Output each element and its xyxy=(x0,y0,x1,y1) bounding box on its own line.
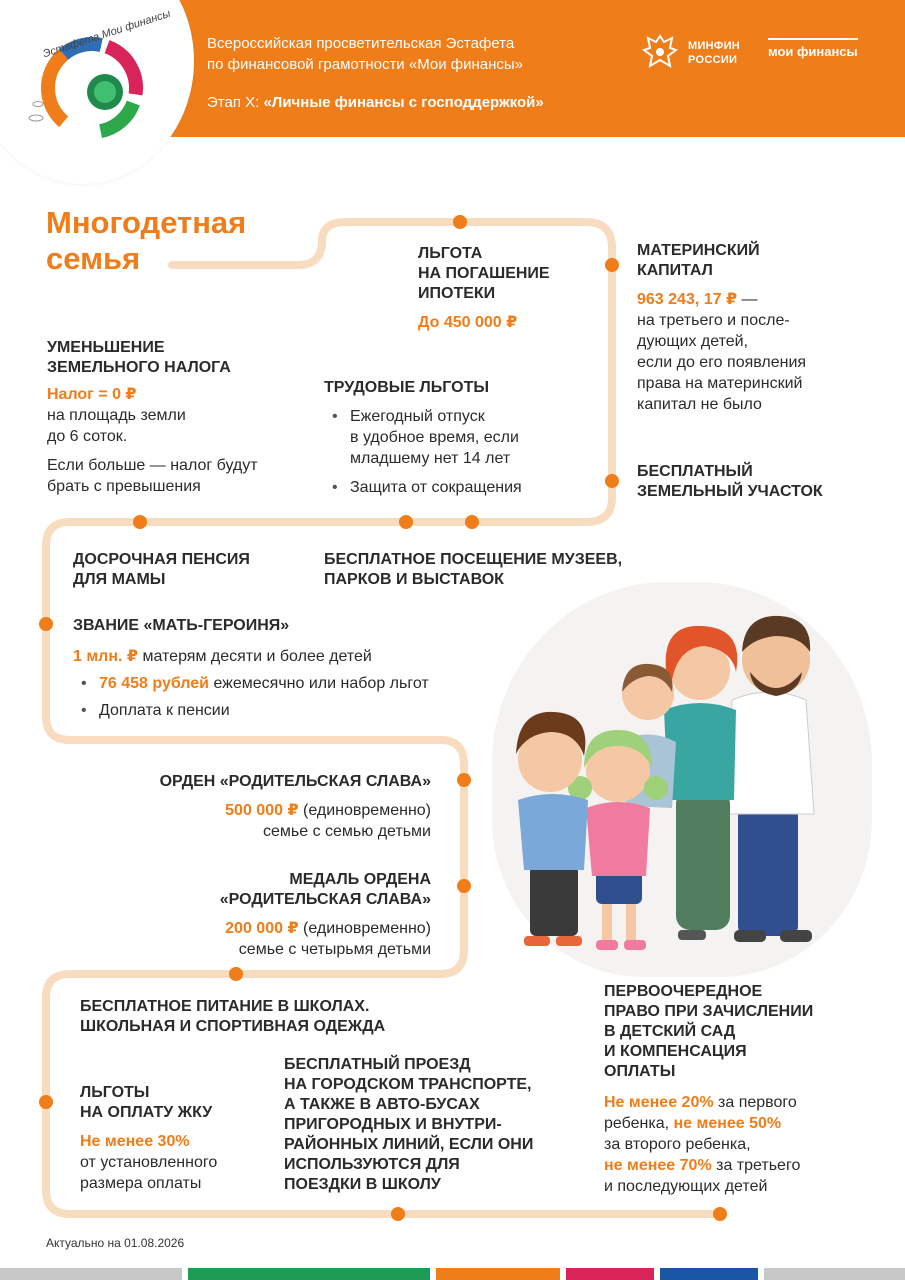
labor-benefits: ТРУДОВЫЕ ЛЬГОТЫ • Ежегодный отпуск в удобное время, если младшему нет 14 лет • Защита от сокращения xyxy=(324,378,522,498)
route-dot xyxy=(399,515,413,529)
maternity-capital: МАТЕРИНСКИЙ КАПИТАЛ 963 243, 17 ₽ — на третьего и после- дующих детей, если до его появления права на материнский капитал не было xyxy=(637,242,807,413)
land-tax-reduction: УМЕНЬШЕНИЕ ЗЕМЕЛЬНОГО НАЛОГА Налог = 0 ₽ на площадь земли до 6 соток. Если больше — налог будут брать с превышения xyxy=(47,339,258,495)
brand-name: мои финансы xyxy=(768,44,858,59)
minfin-line2: РОССИИ xyxy=(688,54,738,66)
list-item: • Защита от сокращения xyxy=(324,477,522,498)
route-dot xyxy=(133,515,147,529)
utilities-benefit: ЛЬГОТЫ НА ОПЛАТУ ЖКУ Не менее 30% от установленного размера оплаты xyxy=(80,1084,218,1192)
medal-parental-glory: МЕДАЛЬ ОРДЕНА «РОДИТЕЛЬСКАЯ СЛАВА» 200 000 ₽ (единовременно) семье с четырьмя детьми xyxy=(219,871,431,958)
father-figure xyxy=(728,616,814,942)
order-parental-glory: ОРДЕН «РОДИТЕЛЬСКАЯ СЛАВА» 500 000 ₽ (единовременно) семье с семью детьми xyxy=(159,773,431,840)
kindergarten-priority: ПЕРВООЧЕРЕДНОЕ ПРАВО ПРИ ЗАЧИСЛЕНИИ В ДЕТСКИЙ САД И КОМПЕНСАЦИЯ ОПЛАТЫ Не менее 20% за первого ребенка, не менее 50% за второго ребенка, не менее 70% за третьего и последующих детей xyxy=(604,983,814,1195)
utilities-amount: Не менее 30% xyxy=(80,1133,190,1150)
logo-text: Эстафета Мои финансы xyxy=(41,7,172,61)
route-dot xyxy=(457,773,471,787)
stage-title: Этап X: «Личные финансы с господдержкой» xyxy=(207,94,544,111)
route-dot xyxy=(39,617,53,631)
route-dot xyxy=(605,258,619,272)
early-pension: ДОСРОЧНАЯ ПЕНСИЯ ДЛЯ МАМЫ xyxy=(73,551,250,588)
list-item: • Доплата к пенсии xyxy=(73,700,429,721)
route-dot xyxy=(457,879,471,893)
minfin-line1: МИНФИН xyxy=(688,40,741,52)
page-title: Многодетная семья xyxy=(46,205,247,276)
medal-amount: 200 000 ₽ xyxy=(225,920,299,937)
order-amount: 500 000 ₽ xyxy=(225,802,299,819)
family-illustration xyxy=(500,600,880,970)
free-museums: БЕСПЛАТНОЕ ПОСЕЩЕНИЕ МУЗЕЕВ, ПАРКОВ И ВЫСТАВОК xyxy=(324,551,623,588)
boy-figure xyxy=(516,712,588,946)
mother-figure xyxy=(664,626,737,940)
footer-stripe-blue xyxy=(660,1268,758,1280)
route-dot xyxy=(39,1095,53,1109)
route-dot xyxy=(391,1207,405,1221)
free-transport: БЕСПЛАТНЫЙ ПРОЕЗД НА ГОРОДСКОМ ТРАНСПОРТЕ, А ТАКЖЕ В АВТО-БУСАХ ПРИГОРОДНЫХ И ВНУТРИ- РАЙОННЫХ ЛИНИЙ, ЕСЛИ ОНИ ИСПОЛЬЗУЮТСЯ ДЛЯ ПОЕЗДКИ В ШКОЛУ xyxy=(284,1056,534,1193)
free-land-plot: БЕСПЛАТНЫЙ ЗЕМЕЛЬНЫЙ УЧАСТОК xyxy=(637,463,823,500)
list-item: • 76 458 рублей ежемесячно или набор льгот xyxy=(73,673,429,694)
relay-title: Всероссийская просветительская Эстафета по финансовой грамотности «Мои финансы» xyxy=(207,35,524,73)
footer-stripe-orange xyxy=(436,1268,560,1280)
mortgage-amount: До 450 000 ₽ xyxy=(418,314,518,331)
list-item: • Ежегодный отпуск в удобное время, если младшему нет 14 лет xyxy=(324,406,522,469)
route-dot xyxy=(453,215,467,229)
route-dot xyxy=(713,1207,727,1221)
capital-amount: 963 243, 17 ₽ xyxy=(637,291,738,308)
hero-mother-amount: 1 млн. ₽ xyxy=(73,648,139,665)
hero-mother-title: ЗВАНИЕ «МАТЬ-ГЕРОИНЯ» 1 млн. ₽ матерям десяти и более детей • 76 458 рублей ежемесячно или набор льгот • Доплата к пенсии xyxy=(73,616,429,721)
footer-stripe-pink xyxy=(566,1268,654,1280)
land-tax-amount: Налог = 0 ₽ xyxy=(47,386,137,403)
route-dot xyxy=(465,515,479,529)
mortgage-benefit: ЛЬГОТА НА ПОГАШЕНИЕ ИПОТЕКИ До 450 000 ₽ xyxy=(418,245,550,331)
footer-stripe-green xyxy=(188,1268,430,1280)
footer-stripe-gray-right xyxy=(764,1268,905,1280)
actuality-date: Актуально на 01.08.2026 xyxy=(46,1236,185,1250)
school-food-clothing: БЕСПЛАТНОЕ ПИТАНИЕ В ШКОЛАХ. ШКОЛЬНАЯ И СПОРТИВНАЯ ОДЕЖДА xyxy=(80,998,386,1035)
route-dot xyxy=(605,474,619,488)
footer-stripe-gray xyxy=(0,1268,182,1280)
route-dot xyxy=(229,967,243,981)
